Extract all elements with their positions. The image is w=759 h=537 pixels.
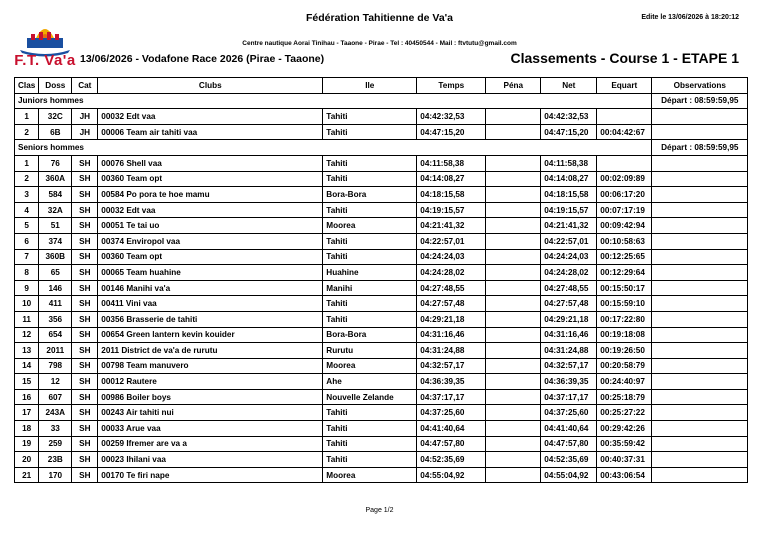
cell-club: 2011 District de va'a de rurutu [98,343,323,359]
cell-net-time: 04:41:40,64 [541,421,597,437]
cell-penalty [486,155,541,171]
cell-observations [652,389,748,405]
cell-island: Tahiti [323,405,417,421]
cell-rank: 11 [15,311,39,327]
col-header-pena: Péna [486,78,541,94]
cell-rank: 1 [15,155,39,171]
cell-island: Tahiti [323,436,417,452]
col-header-clubs: Clubs [98,78,323,94]
cell-gap: 00:19:18:08 [597,327,652,343]
cell-category: SH [72,296,98,312]
federation-title: Fédération Tahitienne de Va'a [305,12,453,24]
cell-island: Tahiti [323,233,417,249]
cell-club: 00243 Air tahiti nui [98,405,323,421]
cell-net-time: 04:47:15,20 [541,124,597,140]
category-header-row [15,140,748,156]
cell-bib: 12 [39,374,72,390]
cell-island: Tahiti [323,171,417,187]
cell-time: 04:37:25,60 [417,405,486,421]
cell-category: SH [72,421,98,437]
cell-category: SH [72,249,98,265]
cell-bib: 607 [39,389,72,405]
cell-net-time: 04:18:15,58 [541,187,597,203]
table-row [15,405,748,421]
table-row [15,187,748,203]
cell-island: Huahine [323,265,417,281]
cell-gap: 00:07:17:19 [597,202,652,218]
cell-gap [597,109,652,125]
cell-bib: 356 [39,311,72,327]
cell-observations [652,280,748,296]
cell-penalty [486,327,541,343]
cell-club: 00012 Rautere [98,374,323,390]
cell-island: Tahiti [323,155,417,171]
cell-bib: 584 [39,187,72,203]
cell-observations [652,233,748,249]
cell-category: SH [72,233,98,249]
cell-category: SH [72,405,98,421]
cell-category: SH [72,311,98,327]
cell-time: 04:31:16,46 [417,327,486,343]
cell-observations [652,467,748,483]
table-row [15,171,748,187]
cell-penalty [486,467,541,483]
cell-observations [652,109,748,125]
cell-bib: 32A [39,202,72,218]
cell-rank: 13 [15,343,39,359]
cell-penalty [486,187,541,203]
table-row [15,296,748,312]
table-row [15,249,748,265]
cell-bib: 76 [39,155,72,171]
cell-club: 00259 Ifremer are va a [98,436,323,452]
cell-observations [652,265,748,281]
cell-time: 04:55:04,92 [417,467,486,483]
table-row [15,436,748,452]
cell-bib: 33 [39,421,72,437]
cell-gap: 00:40:37:31 [597,452,652,468]
cell-penalty [486,124,541,140]
cell-penalty [486,233,541,249]
cell-rank: 16 [15,389,39,405]
cell-category: SH [72,343,98,359]
cell-club: 00170 Te firi nape [98,467,323,483]
cell-club: 00654 Green lantern kevin kouider [98,327,323,343]
cell-net-time: 04:36:39,35 [541,374,597,390]
cell-category: SH [72,327,98,343]
cell-net-time: 04:32:57,17 [541,358,597,374]
cell-penalty [486,358,541,374]
cell-club: 00986 Boiler boys [98,389,323,405]
cell-island: Ahe [323,374,417,390]
cell-rank: 2 [15,171,39,187]
cell-penalty [486,109,541,125]
cell-club: 00051 Te tai uo [98,218,323,234]
cell-penalty [486,296,541,312]
cell-penalty [486,265,541,281]
cell-rank: 5 [15,218,39,234]
cell-gap: 00:35:59:42 [597,436,652,452]
category-start-time: Départ : 08:59:59,95 [652,140,748,156]
cell-penalty [486,405,541,421]
cell-gap: 00:02:09:89 [597,171,652,187]
cell-rank: 19 [15,436,39,452]
cell-club: 00023 Ihilani vaa [98,452,323,468]
cell-observations [652,155,748,171]
cell-observations [652,327,748,343]
cell-rank: 14 [15,358,39,374]
cell-island: Tahiti [323,296,417,312]
cell-observations [652,421,748,437]
cell-category: SH [72,389,98,405]
cell-net-time: 04:19:15,57 [541,202,597,218]
cell-bib: 798 [39,358,72,374]
cell-bib: 411 [39,296,72,312]
cell-observations [652,358,748,374]
cell-observations [652,187,748,203]
cell-time: 04:21:41,32 [417,218,486,234]
cell-observations [652,124,748,140]
cell-rank: 20 [15,452,39,468]
cell-category: SH [72,374,98,390]
cell-observations [652,311,748,327]
cell-net-time: 04:27:57,48 [541,296,597,312]
cell-island: Manihi [323,280,417,296]
col-header-ile: Ile [323,78,417,94]
results-heading: Classements - Course 1 - ETAPE 1 [510,50,739,66]
cell-island: Rurutu [323,343,417,359]
table-row [15,374,748,390]
cell-net-time: 04:29:21,18 [541,311,597,327]
cell-club: 00032 Edt vaa [98,202,323,218]
cell-net-time: 04:55:04,92 [541,467,597,483]
cell-rank: 3 [15,187,39,203]
cell-island: Tahiti [323,311,417,327]
logo-text: F.T. Va'a [14,52,76,69]
cell-time: 04:47:57,80 [417,436,486,452]
cell-gap: 00:12:29:64 [597,265,652,281]
cell-penalty [486,249,541,265]
col-header-temps: Temps [417,78,486,94]
cell-net-time: 04:21:41,32 [541,218,597,234]
page-number: Page 1/2 [365,507,394,514]
cell-bib: 374 [39,233,72,249]
cell-rank: 2 [15,124,39,140]
cell-rank: 6 [15,233,39,249]
cell-category: SH [72,358,98,374]
cell-gap: 00:29:42:26 [597,421,652,437]
cell-category: SH [72,467,98,483]
cell-penalty [486,202,541,218]
cell-gap: 00:25:18:79 [597,389,652,405]
cell-club: 00798 Team manuvero [98,358,323,374]
cell-net-time: 04:37:17,17 [541,389,597,405]
cell-gap: 00:43:06:54 [597,467,652,483]
cell-island: Bora-Bora [323,187,417,203]
cell-rank: 9 [15,280,39,296]
cell-time: 04:36:39,35 [417,374,486,390]
cell-category: SH [72,280,98,296]
cell-time: 04:27:48,55 [417,280,486,296]
cell-island: Tahiti [323,452,417,468]
cell-observations [652,452,748,468]
cell-net-time: 04:24:28,02 [541,265,597,281]
cell-club: 00411 Vini vaa [98,296,323,312]
cell-gap: 00:15:59:10 [597,296,652,312]
cell-island: Moorea [323,467,417,483]
cell-category: SH [72,155,98,171]
cell-gap: 00:25:27:22 [597,405,652,421]
cell-penalty [486,389,541,405]
cell-category: SH [72,265,98,281]
cell-rank: 21 [15,467,39,483]
table-row [15,452,748,468]
table-row [15,467,748,483]
cell-island: Tahiti [323,249,417,265]
cell-club: 00360 Team opt [98,171,323,187]
cell-gap: 00:09:42:94 [597,218,652,234]
edited-timestamp: Edite le 13/06/2026 à 18:20:12 [641,14,739,21]
cell-rank: 15 [15,374,39,390]
cell-bib: 146 [39,280,72,296]
category-name: Seniors hommes [15,140,652,156]
cell-rank: 1 [15,109,39,125]
cell-bib: 2011 [39,343,72,359]
category-header-row [15,93,748,109]
table-row [15,358,748,374]
cell-bib: 243A [39,405,72,421]
table-row [15,389,748,405]
cell-time: 04:32:57,17 [417,358,486,374]
cell-penalty [486,374,541,390]
category-name: Juniors hommes [15,93,652,109]
cell-observations [652,171,748,187]
cell-observations [652,343,748,359]
cell-net-time: 04:11:58,38 [541,155,597,171]
cell-gap: 00:04:42:67 [597,124,652,140]
cell-island: Tahiti [323,421,417,437]
cell-penalty [486,343,541,359]
cell-observations [652,218,748,234]
cell-observations [652,436,748,452]
cell-observations [652,374,748,390]
table-row [15,265,748,281]
cell-category: SH [72,436,98,452]
col-header-cat: Cat [72,78,98,94]
cell-time: 04:24:28,02 [417,265,486,281]
cell-bib: 654 [39,327,72,343]
cell-time: 04:31:24,88 [417,343,486,359]
table-row [15,280,748,296]
cell-gap: 00:20:58:79 [597,358,652,374]
col-header-clas: Clas [15,78,39,94]
cell-time: 04:47:15,20 [417,124,486,140]
cell-club: 00374 Enviropol vaa [98,233,323,249]
cell-time: 04:19:15,57 [417,202,486,218]
cell-time: 04:41:40,64 [417,421,486,437]
cell-bib: 6B [39,124,72,140]
cell-observations [652,296,748,312]
cell-island: Tahiti [323,109,417,125]
cell-net-time: 04:42:32,53 [541,109,597,125]
address-line: Centre nautique Aorai Tinihau - Taaone - Pirae - Tel : 40450544 - Mail : ftvtutu@gmail.com [242,40,517,47]
cell-island: Moorea [323,218,417,234]
cell-net-time: 04:31:24,88 [541,343,597,359]
cell-net-time: 04:52:35,69 [541,452,597,468]
table-row [15,155,748,171]
cell-penalty [486,452,541,468]
cell-category: SH [72,202,98,218]
cell-gap: 00:17:22:80 [597,311,652,327]
cell-island: Tahiti [323,124,417,140]
cell-rank: 10 [15,296,39,312]
cell-rank: 8 [15,265,39,281]
cell-penalty [486,421,541,437]
cell-gap: 00:15:50:17 [597,280,652,296]
table-row [15,109,748,125]
table-row [15,327,748,343]
table-row [15,421,748,437]
cell-club: 00584 Po pora te hoe mamu [98,187,323,203]
cell-time: 04:29:21,18 [417,311,486,327]
cell-gap: 00:06:17:20 [597,187,652,203]
cell-rank: 17 [15,405,39,421]
cell-rank: 12 [15,327,39,343]
cell-bib: 65 [39,265,72,281]
race-title: 13/06/2026 - Vodafone Race 2026 (Pirae - Taaone) [80,53,325,65]
cell-penalty [486,436,541,452]
cell-penalty [486,311,541,327]
cell-net-time: 04:47:57,80 [541,436,597,452]
cell-club: 00006 Team air tahiti vaa [98,124,323,140]
cell-island: Moorea [323,358,417,374]
cell-category: JH [72,109,98,125]
cell-category: SH [72,187,98,203]
cell-time: 04:18:15,58 [417,187,486,203]
cell-gap: 00:24:40:97 [597,374,652,390]
cell-club: 00065 Team huahine [98,265,323,281]
cell-club: 00360 Team opt [98,249,323,265]
table-row [15,202,748,218]
table-row [15,233,748,249]
table-row [15,311,748,327]
cell-bib: 23B [39,452,72,468]
cell-time: 04:11:58,38 [417,155,486,171]
cell-bib: 170 [39,467,72,483]
results-table [14,77,748,483]
cell-island: Bora-Bora [323,327,417,343]
cell-rank: 18 [15,421,39,437]
cell-rank: 7 [15,249,39,265]
cell-gap [597,155,652,171]
cell-time: 04:22:57,01 [417,233,486,249]
col-header-doss: Doss [39,78,72,94]
cell-rank: 4 [15,202,39,218]
cell-observations [652,405,748,421]
cell-observations [652,202,748,218]
cell-time: 04:42:32,53 [417,109,486,125]
table-header-row [15,78,748,94]
col-header-observations: Observations [652,78,748,94]
cell-time: 04:37:17,17 [417,389,486,405]
cell-penalty [486,171,541,187]
cell-bib: 360B [39,249,72,265]
cell-time: 04:24:24,03 [417,249,486,265]
cell-gap: 00:19:26:50 [597,343,652,359]
cell-bib: 259 [39,436,72,452]
cell-category: SH [72,171,98,187]
cell-bib: 51 [39,218,72,234]
cell-time: 04:52:35,69 [417,452,486,468]
category-start-time: Départ : 08:59:59,95 [652,93,748,109]
cell-club: 00146 Manihi va'a [98,280,323,296]
cell-gap: 00:12:25:65 [597,249,652,265]
cell-club: 00032 Edt vaa [98,109,323,125]
table-row [15,343,748,359]
cell-island: Tahiti [323,202,417,218]
cell-bib: 32C [39,109,72,125]
cell-category: SH [72,452,98,468]
cell-penalty [486,218,541,234]
cell-island: Nouvelle Zelande [323,389,417,405]
cell-net-time: 04:37:25,60 [541,405,597,421]
table-row [15,124,748,140]
cell-club: 00033 Arue vaa [98,421,323,437]
cell-net-time: 04:27:48,55 [541,280,597,296]
cell-time: 04:27:57,48 [417,296,486,312]
cell-bib: 360A [39,171,72,187]
cell-penalty [486,280,541,296]
cell-time: 04:14:08,27 [417,171,486,187]
cell-net-time: 04:14:08,27 [541,171,597,187]
cell-net-time: 04:24:24,03 [541,249,597,265]
cell-observations [652,249,748,265]
cell-net-time: 04:22:57,01 [541,233,597,249]
col-header-equart: Equart [597,78,652,94]
cell-category: JH [72,124,98,140]
table-row [15,218,748,234]
cell-gap: 00:10:58:63 [597,233,652,249]
col-header-net: Net [541,78,597,94]
cell-category: SH [72,218,98,234]
cell-club: 00356 Brasserie de tahiti [98,311,323,327]
cell-net-time: 04:31:16,46 [541,327,597,343]
cell-club: 00076 Shell vaa [98,155,323,171]
